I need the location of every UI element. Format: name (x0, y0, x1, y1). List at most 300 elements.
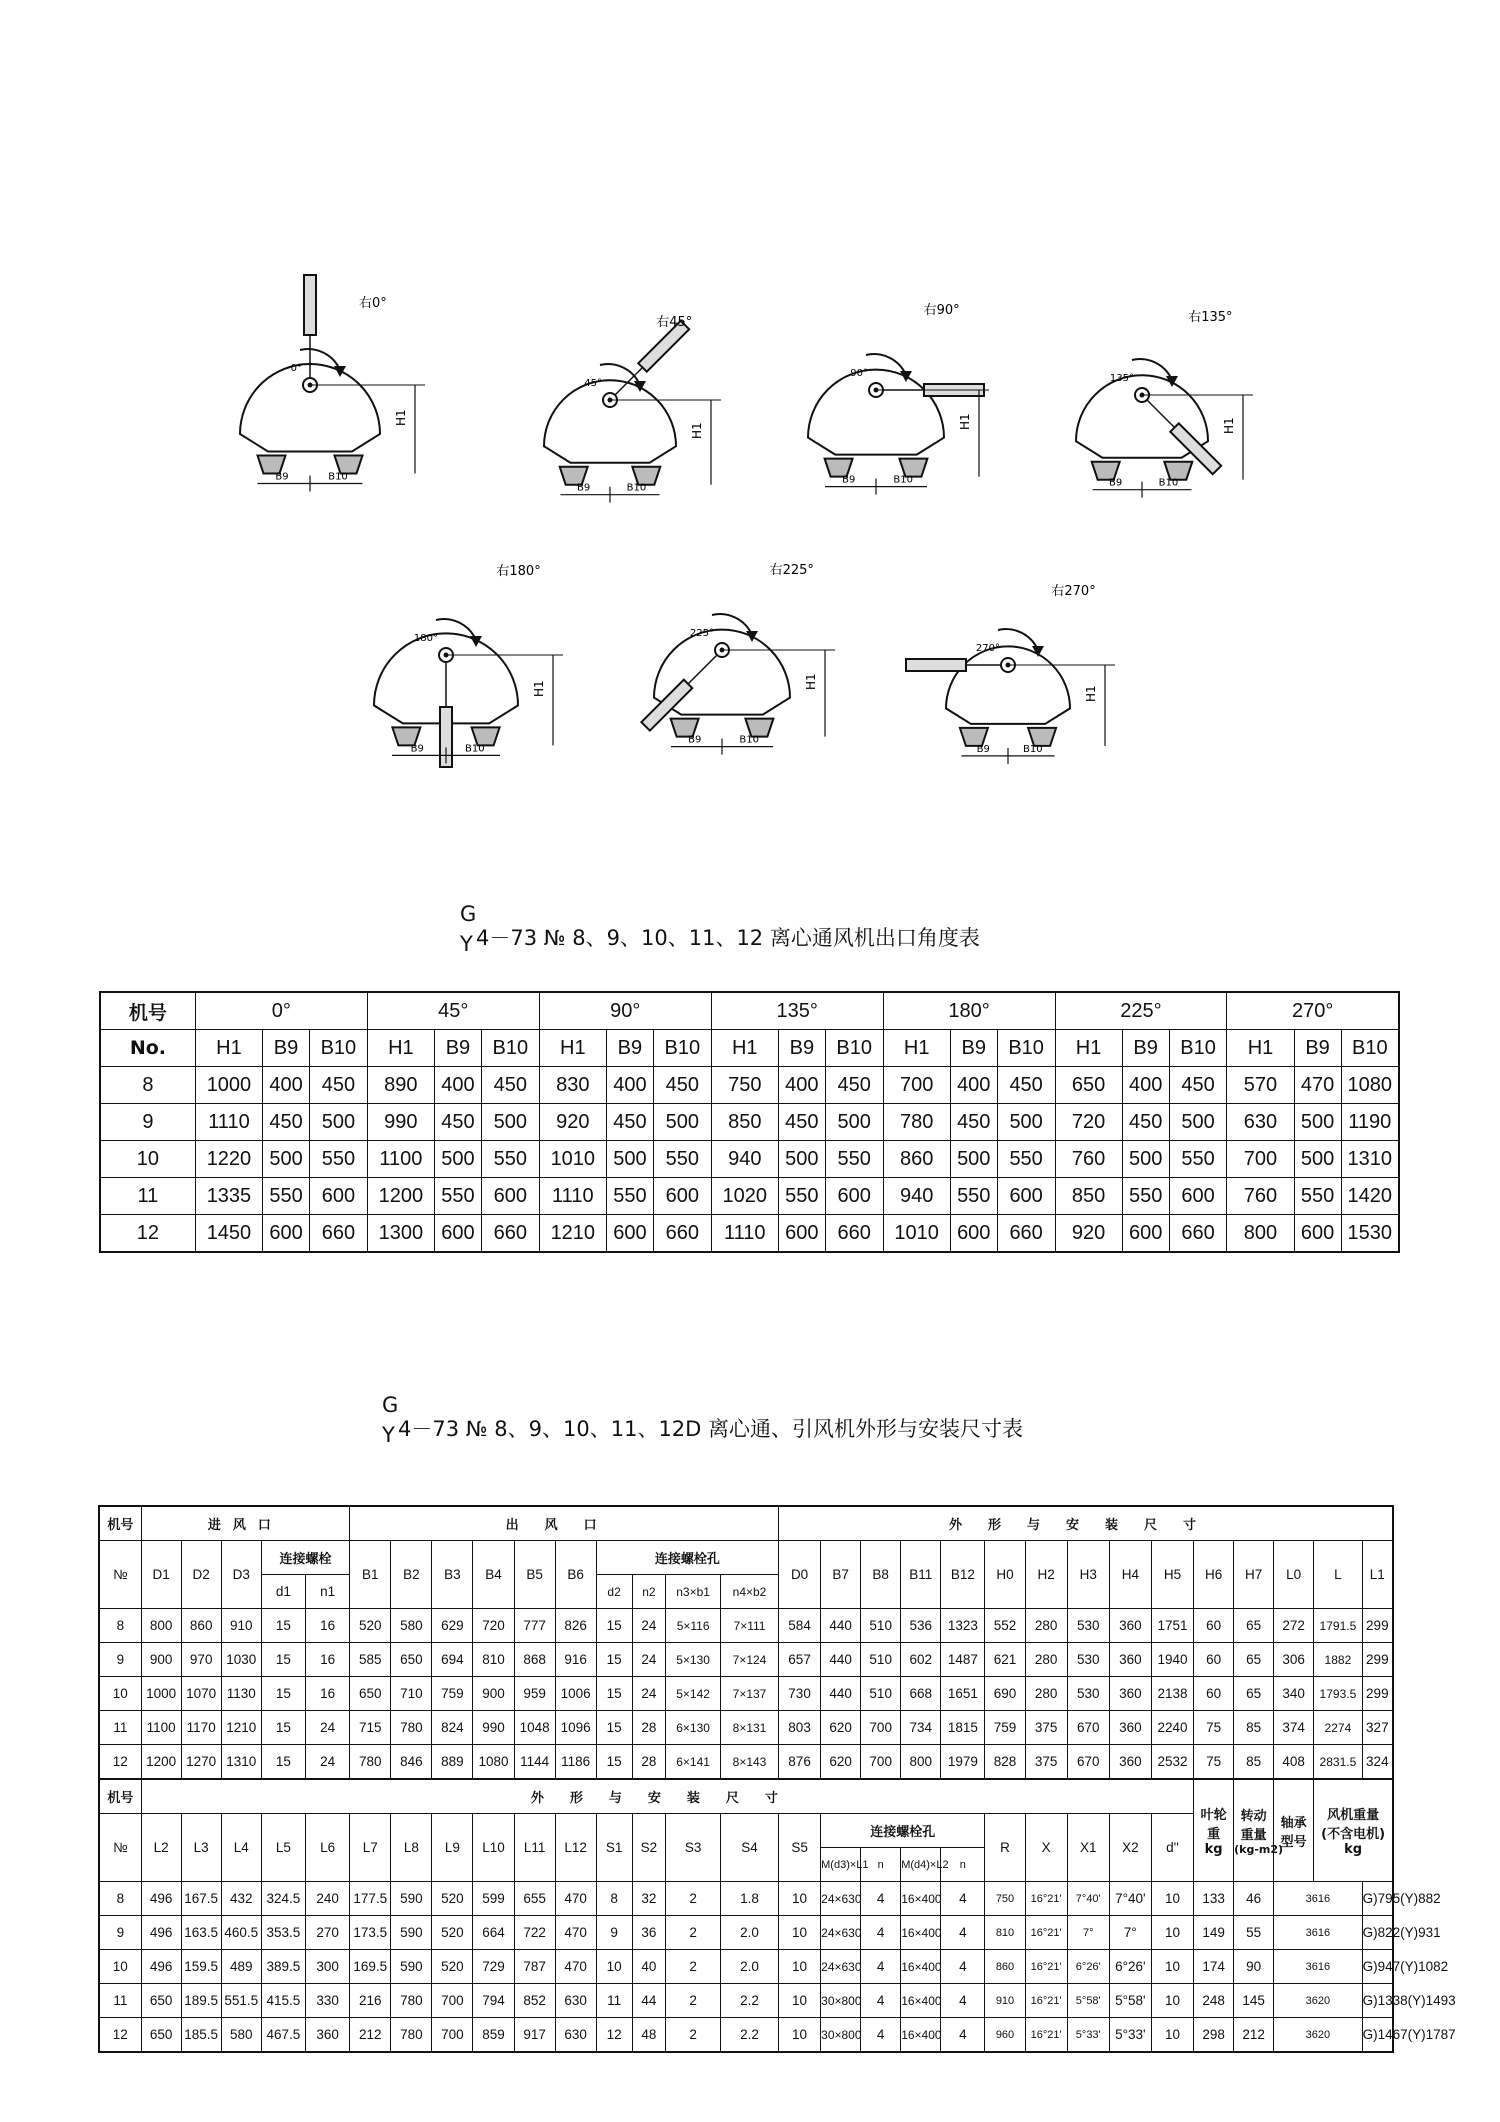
cell: 306 (1274, 1643, 1314, 1677)
table-row (99, 1950, 1393, 1984)
cell: 600 (950, 1215, 997, 1253)
angle-header: 0° (195, 992, 367, 1030)
cell: 550 (778, 1178, 825, 1215)
cell: 850 (711, 1104, 778, 1141)
subcol-header: B10 (310, 1030, 368, 1067)
cell: 163.5 (181, 1916, 221, 1950)
cell: 24 (305, 1745, 349, 1780)
row-number: 12 (100, 1215, 195, 1253)
col-header: B2 (391, 1541, 432, 1609)
cell: 415.5 (261, 1984, 305, 2018)
table-row (100, 1178, 1399, 1215)
col-header: n1 (305, 1575, 349, 1609)
cell: 700 (861, 1711, 901, 1745)
cell: 6×141 (666, 1745, 721, 1780)
cell: 389.5 (261, 1950, 305, 1984)
subcol-header: B10 (997, 1030, 1055, 1067)
col-header: B7 (821, 1541, 861, 1609)
col-header: L6 (305, 1814, 349, 1882)
cell: 24 (632, 1677, 666, 1711)
cell: 2532 (1151, 1745, 1193, 1780)
h1-label: H1 (1222, 417, 1236, 434)
cell: 2240 (1151, 1711, 1193, 1745)
cell: 16 (305, 1609, 349, 1643)
cell: 800 (901, 1745, 941, 1780)
cell: 30×800 (821, 2018, 861, 2053)
angle-header: 270° (1227, 992, 1399, 1030)
b10-label: B10 (626, 482, 647, 494)
cell: 990 (473, 1711, 514, 1745)
col-header: L3 (181, 1814, 221, 1882)
cell: 12 (596, 2018, 632, 2053)
cell: 1144 (514, 1745, 555, 1780)
cell: 4 (941, 1916, 985, 1950)
h1-label: H1 (532, 680, 546, 697)
cell: 1882 (1314, 1643, 1362, 1677)
fanwt-unit: kg (1344, 1842, 1363, 1857)
cell: 400 (434, 1067, 481, 1104)
col-header: M(d3)×L1 (821, 1848, 861, 1882)
cell: 1100 (367, 1141, 434, 1178)
cell: 65 (1234, 1677, 1274, 1711)
cell: 60 (1194, 1609, 1234, 1643)
cell: 916 (555, 1643, 596, 1677)
cell: 5×116 (666, 1609, 721, 1643)
cell: 510 (861, 1677, 901, 1711)
fanwt-line1: 风机重量 (1327, 1808, 1380, 1823)
cell: 846 (391, 1745, 432, 1780)
cell: 810 (985, 1916, 1025, 1950)
table-row (99, 1745, 1393, 1780)
position-label: 右135° (1188, 310, 1233, 325)
cell: 327 (1362, 1711, 1393, 1745)
cell: 550 (1122, 1178, 1169, 1215)
cell: 630 (555, 2018, 596, 2053)
rotation-arrowhead (334, 366, 346, 377)
cell: 777 (514, 1609, 555, 1643)
cell: 657 (779, 1643, 821, 1677)
cell: 470 (555, 1950, 596, 1984)
cell: 1420 (1341, 1178, 1399, 1215)
col-header: B5 (514, 1541, 555, 1609)
cell: 1020 (711, 1178, 778, 1215)
h1-label: H1 (1084, 685, 1098, 702)
table-row (99, 1609, 1393, 1643)
cell: 15 (261, 1609, 305, 1643)
cell: 16×400 (901, 1916, 941, 1950)
overall-header: 外形与安装尺寸 (141, 1779, 1193, 1814)
cell: 4 (861, 1950, 901, 1984)
cell: 5°33' (1067, 2018, 1109, 2053)
cell: 496 (141, 1882, 181, 1916)
cell: 794 (473, 1984, 514, 2018)
cell: 530 (1067, 1677, 1109, 1711)
table-row (99, 1882, 1393, 1916)
row-number: 10 (99, 1677, 141, 1711)
col-header: L1 (1362, 1541, 1393, 1609)
cell: 16×400 (901, 1950, 941, 1984)
cell: 450 (481, 1067, 539, 1104)
cell: 826 (555, 1609, 596, 1643)
cell: 664 (473, 1916, 514, 1950)
cell: 920 (539, 1104, 606, 1141)
col-header: n4×b2 (721, 1575, 779, 1609)
cell: 450 (1169, 1067, 1227, 1104)
cell: 803 (779, 1711, 821, 1745)
cell: 7°40' (1067, 1882, 1109, 1916)
angle-label: 225° (689, 628, 714, 639)
cell: G)1338(Y)1493 (1362, 1984, 1393, 2018)
col-header: B1 (350, 1541, 391, 1609)
cell: 510 (861, 1609, 901, 1643)
col-header: d'' (1151, 1814, 1193, 1882)
subcol-header: H1 (539, 1030, 606, 1067)
table1-title (458, 902, 980, 956)
cell: 173.5 (350, 1916, 391, 1950)
cell: 655 (514, 1882, 555, 1916)
fan-position-5 (641, 563, 835, 755)
cell: 600 (1294, 1215, 1341, 1253)
cell: 590 (391, 1950, 432, 1984)
cell: 1030 (221, 1643, 261, 1677)
corner-en: No. (100, 1030, 195, 1067)
title-text: 4－73 № 8、9、10、11、12D 离心通、引风机外形与安装尺寸表 (398, 1417, 1024, 1441)
cell: 500 (778, 1141, 825, 1178)
subcol-header: B9 (434, 1030, 481, 1067)
angle-header: 180° (883, 992, 1055, 1030)
rotation-arrow (300, 349, 340, 370)
cell: 500 (950, 1141, 997, 1178)
cell: 24×630 (821, 1882, 861, 1916)
cell: 600 (434, 1215, 481, 1253)
cell: 60 (1194, 1643, 1234, 1677)
cell: 2 (666, 1950, 721, 1984)
cell: 830 (539, 1067, 606, 1104)
cell: 551.5 (221, 1984, 261, 2018)
table-row (100, 1067, 1399, 1104)
angle-header: 225° (1055, 992, 1227, 1030)
cell: 500 (653, 1104, 711, 1141)
impeller-line2: 重 (1207, 1827, 1221, 1842)
cell: 299 (1362, 1677, 1393, 1711)
cell: 1940 (1151, 1643, 1193, 1677)
subcol-header: B9 (778, 1030, 825, 1067)
cell: 1793.5 (1314, 1677, 1362, 1711)
col-header: d1 (261, 1575, 305, 1609)
cell: 600 (825, 1178, 883, 1215)
cell: 10 (779, 2018, 821, 2053)
cell: 552 (985, 1609, 1025, 1643)
col-header: L8 (391, 1814, 432, 1882)
cell: 24 (632, 1609, 666, 1643)
cell: 1130 (221, 1677, 261, 1711)
cell: 212 (1234, 2018, 1274, 2053)
h1-label: H1 (804, 673, 818, 690)
cell: 7° (1067, 1916, 1109, 1950)
cell: 690 (985, 1677, 1025, 1711)
title-y: Y (382, 1423, 395, 1447)
cell: 2138 (1151, 1677, 1193, 1711)
cell: 1450 (195, 1215, 262, 1253)
cell: 2 (666, 1916, 721, 1950)
title-g: G (460, 902, 477, 926)
row-number: 9 (99, 1916, 141, 1950)
subcol-header: B9 (1122, 1030, 1169, 1067)
fan-position-3 (1076, 310, 1253, 498)
position-label: 右45° (656, 315, 693, 330)
inlet-header: 进风口 (141, 1506, 350, 1541)
cell: 280 (1025, 1643, 1067, 1677)
b9-label: B9 (976, 743, 990, 755)
cell: 1010 (883, 1215, 950, 1253)
cell: 432 (221, 1882, 261, 1916)
cell: 700 (432, 1984, 473, 2018)
cell: 7° (1109, 1916, 1151, 1950)
cell: 10 (1151, 1984, 1193, 2018)
fan-position-0 (240, 275, 425, 492)
cell: 40 (632, 1950, 666, 1984)
cell: 1186 (555, 1745, 596, 1780)
cell: 2.0 (721, 1950, 779, 1984)
b9-label: B9 (1108, 477, 1123, 489)
header-row (99, 1506, 1393, 1541)
cell: 5°58' (1067, 1984, 1109, 2018)
cell: 300 (305, 1950, 349, 1984)
cell: 3620 (1274, 2018, 1362, 2053)
col-header: n (861, 1848, 901, 1882)
angle-label: 135° (1109, 373, 1134, 384)
cell: 660 (310, 1215, 368, 1253)
cell: 970 (181, 1643, 221, 1677)
cell: 536 (901, 1609, 941, 1643)
col-header: D1 (141, 1541, 181, 1609)
cell: 550 (263, 1178, 310, 1215)
cell: 8×131 (721, 1711, 779, 1745)
cell: 600 (1122, 1215, 1169, 1253)
cell: 272 (1274, 1609, 1314, 1643)
cell: 602 (901, 1643, 941, 1677)
cell: 650 (391, 1643, 432, 1677)
cell: 450 (997, 1067, 1055, 1104)
cell: 500 (434, 1141, 481, 1178)
cell: 1815 (941, 1711, 985, 1745)
subcol-header: B9 (606, 1030, 653, 1067)
col-header: H2 (1025, 1541, 1067, 1609)
cell: 650 (141, 2018, 181, 2053)
cell: 730 (779, 1677, 821, 1711)
cell: 660 (1169, 1215, 1227, 1253)
position-label: 右180° (496, 564, 541, 579)
cell: 10 (1151, 2018, 1193, 2053)
subcol-header: B9 (1294, 1030, 1341, 1067)
rotor-line2: 重量 (1240, 1828, 1267, 1843)
cell: 600 (1169, 1178, 1227, 1215)
cell: 780 (391, 1711, 432, 1745)
rotation-arrow (866, 354, 906, 375)
cell: 4 (941, 1882, 985, 1916)
cell: 1335 (195, 1178, 262, 1215)
cell: 590 (391, 1882, 432, 1916)
cell: 584 (779, 1609, 821, 1643)
corner: 机号 (99, 1779, 141, 1814)
cell: G)795(Y)882 (1362, 1882, 1393, 1916)
cell: 550 (950, 1178, 997, 1215)
col-header: S4 (721, 1814, 779, 1882)
cell: 15 (261, 1711, 305, 1745)
cell: 2 (666, 1882, 721, 1916)
cell: 48 (632, 2018, 666, 2053)
bolt-holes-header: 连接螺栓孔 (821, 1814, 985, 1848)
table-row (100, 1215, 1399, 1253)
cell: 780 (883, 1104, 950, 1141)
cell: 450 (263, 1104, 310, 1141)
cell: 2.2 (721, 1984, 779, 2018)
col-header: B4 (473, 1541, 514, 1609)
subcol-header: B10 (825, 1030, 883, 1067)
table-row (99, 1711, 1393, 1745)
cell: 16 (305, 1677, 349, 1711)
outlet-angle-table (99, 991, 1400, 1253)
cell: 280 (1025, 1677, 1067, 1711)
cell: 8×143 (721, 1745, 779, 1780)
fan-outlet-angle-diagram (200, 290, 1260, 800)
cell: 440 (821, 1609, 861, 1643)
rotation-arrowhead (900, 371, 912, 382)
cell: 600 (997, 1178, 1055, 1215)
cell: 145 (1234, 1984, 1274, 2018)
cell: 1300 (367, 1215, 434, 1253)
col-header: D3 (221, 1541, 261, 1609)
cell: 600 (606, 1215, 653, 1253)
col-header: X2 (1109, 1814, 1151, 1882)
cell: 1110 (539, 1178, 606, 1215)
angle-header: 90° (539, 992, 711, 1030)
cell: 520 (432, 1916, 473, 1950)
cell: 630 (555, 1984, 596, 2018)
cell: 860 (883, 1141, 950, 1178)
cell: 7×124 (721, 1643, 779, 1677)
cell: 24×630 (821, 1950, 861, 1984)
cell: 900 (141, 1643, 181, 1677)
cell: 660 (997, 1215, 1055, 1253)
cell: 167.5 (181, 1882, 221, 1916)
cell: 800 (1227, 1215, 1294, 1253)
cell: 4 (941, 1950, 985, 1984)
row-number: 8 (99, 1609, 141, 1643)
cell: 28 (632, 1745, 666, 1780)
cell: 15 (596, 1745, 632, 1780)
cell: 810 (473, 1643, 514, 1677)
table-row (100, 1141, 1399, 1178)
cell: 280 (1025, 1609, 1067, 1643)
cell: 550 (434, 1178, 481, 1215)
cell: 668 (901, 1677, 941, 1711)
cell: 400 (1122, 1067, 1169, 1104)
cell: 600 (310, 1178, 368, 1215)
cell: 917 (514, 2018, 555, 2053)
cell: 550 (653, 1141, 711, 1178)
b10-label: B10 (328, 471, 348, 483)
row-number: 10 (100, 1141, 195, 1178)
h1-label: H1 (958, 413, 972, 430)
cell: 15 (596, 1609, 632, 1643)
cell: 900 (473, 1677, 514, 1711)
cell: 133 (1194, 1882, 1234, 1916)
col-header: B6 (555, 1541, 596, 1609)
cell: 44 (632, 1984, 666, 2018)
cell: 750 (985, 1882, 1025, 1916)
b10-label: B10 (1023, 743, 1043, 755)
cell: 1010 (539, 1141, 606, 1178)
cell: 1979 (941, 1745, 985, 1780)
title-text: 4－73 № 8、9、10、11、12 离心通风机出口角度表 (476, 926, 980, 950)
cell: 496 (141, 1950, 181, 1984)
cell: 650 (1055, 1067, 1122, 1104)
row-number: 10 (99, 1950, 141, 1984)
table-row (99, 2018, 1393, 2053)
cell: 10 (1151, 1882, 1193, 1916)
cell: 8 (596, 1882, 632, 1916)
col-header: H4 (1109, 1541, 1151, 1609)
cell: 360 (1109, 1745, 1151, 1780)
outlet-duct (906, 659, 966, 671)
cell: 700 (883, 1067, 950, 1104)
row-number: 12 (99, 2018, 141, 2053)
cell: 920 (1055, 1215, 1122, 1253)
cell: 353.5 (261, 1916, 305, 1950)
cell: 1220 (195, 1141, 262, 1178)
no-header: № (99, 1814, 141, 1882)
cell: 7×111 (721, 1609, 779, 1643)
col-header: d2 (596, 1575, 632, 1609)
cell: 15 (596, 1643, 632, 1677)
cell: 496 (141, 1916, 181, 1950)
subcol-header: B9 (263, 1030, 310, 1067)
subheader-row (100, 1030, 1399, 1067)
cell: 2 (666, 2018, 721, 2053)
cell: 1651 (941, 1677, 985, 1711)
table2-title (380, 1393, 1024, 1447)
cell: 550 (1294, 1178, 1341, 1215)
cell: 940 (883, 1178, 950, 1215)
cell: 580 (221, 2018, 261, 2053)
cell: 750 (711, 1067, 778, 1104)
b10-label: B10 (465, 743, 485, 755)
col-header: H6 (1194, 1541, 1234, 1609)
subcol-header: H1 (367, 1030, 434, 1067)
cell: 1070 (181, 1677, 221, 1711)
cell: 85 (1234, 1745, 1274, 1780)
cell: 90 (1234, 1950, 1274, 1984)
col-header: L4 (221, 1814, 261, 1882)
cell: 760 (1227, 1178, 1294, 1215)
cell: 340 (1274, 1677, 1314, 1711)
cell: 1310 (1341, 1141, 1399, 1178)
row-number: 12 (99, 1745, 141, 1780)
cell: 780 (350, 1745, 391, 1780)
b9-label: B9 (275, 471, 289, 483)
header-row (100, 992, 1399, 1030)
subcol-header: H1 (1227, 1030, 1294, 1067)
cell: 1006 (555, 1677, 596, 1711)
fan-weight-header (1314, 1779, 1393, 1882)
cell: 1751 (1151, 1609, 1193, 1643)
col-header: n3×b1 (666, 1575, 721, 1609)
b9-label: B9 (576, 482, 591, 494)
cell: 5°58' (1109, 1984, 1151, 2018)
cell: 1100 (141, 1711, 181, 1745)
title-g: G (382, 1393, 399, 1417)
